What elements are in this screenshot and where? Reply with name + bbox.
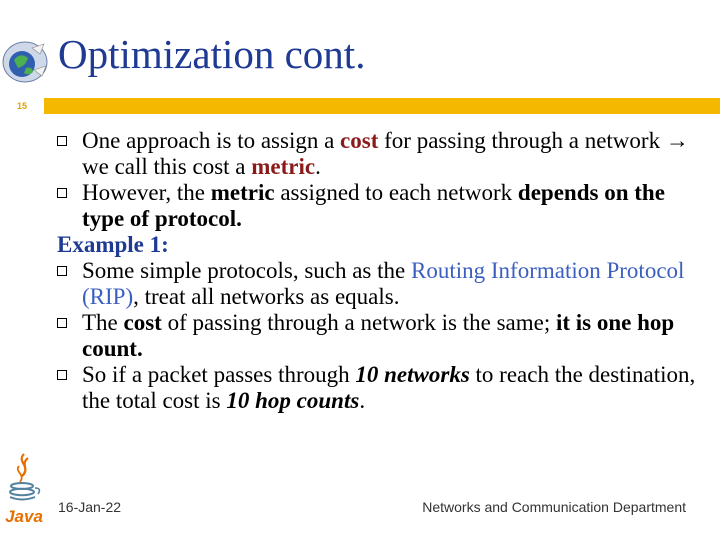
- footer-department: Networks and Communication Department: [422, 499, 686, 515]
- bullet-item: [57, 362, 707, 414]
- bullet-item: [57, 310, 707, 362]
- bullet-item: [57, 128, 707, 180]
- emphasis-metric: metric: [210, 180, 275, 205]
- footer-date: 16-Jan-22: [58, 499, 122, 515]
- java-logo-text: Java: [5, 507, 43, 526]
- square-bullet-icon: [57, 370, 67, 380]
- bullet-text: One approach is to assign a: [82, 128, 341, 153]
- bullet-text: of passing through a network is the same;: [161, 310, 556, 335]
- emphasis-metric: metric: [251, 154, 316, 179]
- globe-logo-icon: [0, 40, 50, 84]
- emphasis-hop-count: it is one hop count.: [82, 310, 675, 361]
- bullet-item: [57, 258, 707, 310]
- slide-title: Optimization cont.: [58, 31, 366, 77]
- emphasis-cost: cost: [123, 310, 162, 335]
- emphasis-10-networks: 10 networks: [355, 362, 470, 387]
- square-bullet-icon: [57, 136, 67, 146]
- square-bullet-icon: [57, 318, 67, 328]
- java-logo-icon: [2, 452, 46, 526]
- bullet-text: to reach the destination, the total cost is: [82, 362, 696, 413]
- bullet-text: However, the: [82, 180, 211, 205]
- rip-term: Routing Information Protocol (RIP): [82, 258, 685, 309]
- title-underline-bar: [44, 98, 720, 114]
- emphasis-protocol: depends on the type of protocol.: [82, 180, 665, 231]
- bullet-text: .: [359, 388, 366, 413]
- emphasis-10-hop-counts: 10 hop counts: [226, 388, 360, 413]
- emphasis-cost: cost: [340, 128, 379, 153]
- square-bullet-icon: [57, 188, 67, 198]
- bullet-text: , treat all networks as equals.: [133, 284, 400, 309]
- example-heading: Example 1:: [57, 232, 169, 257]
- square-bullet-icon: [57, 266, 67, 276]
- bullet-item: [57, 180, 707, 232]
- bullet-text: we call this cost a: [82, 154, 252, 179]
- bullet-text: for passing through a network: [378, 128, 666, 153]
- slide-number: 15: [0, 98, 44, 114]
- bullet-text: So if a packet passes through: [82, 362, 356, 387]
- bullet-text: .: [315, 154, 321, 179]
- right-arrow-icon: →: [665, 128, 689, 153]
- slide-body: [57, 128, 707, 414]
- bullet-text: The: [82, 310, 124, 335]
- bullet-text: Some simple protocols, such as the: [82, 258, 411, 283]
- bullet-text: assigned to each network: [274, 180, 518, 205]
